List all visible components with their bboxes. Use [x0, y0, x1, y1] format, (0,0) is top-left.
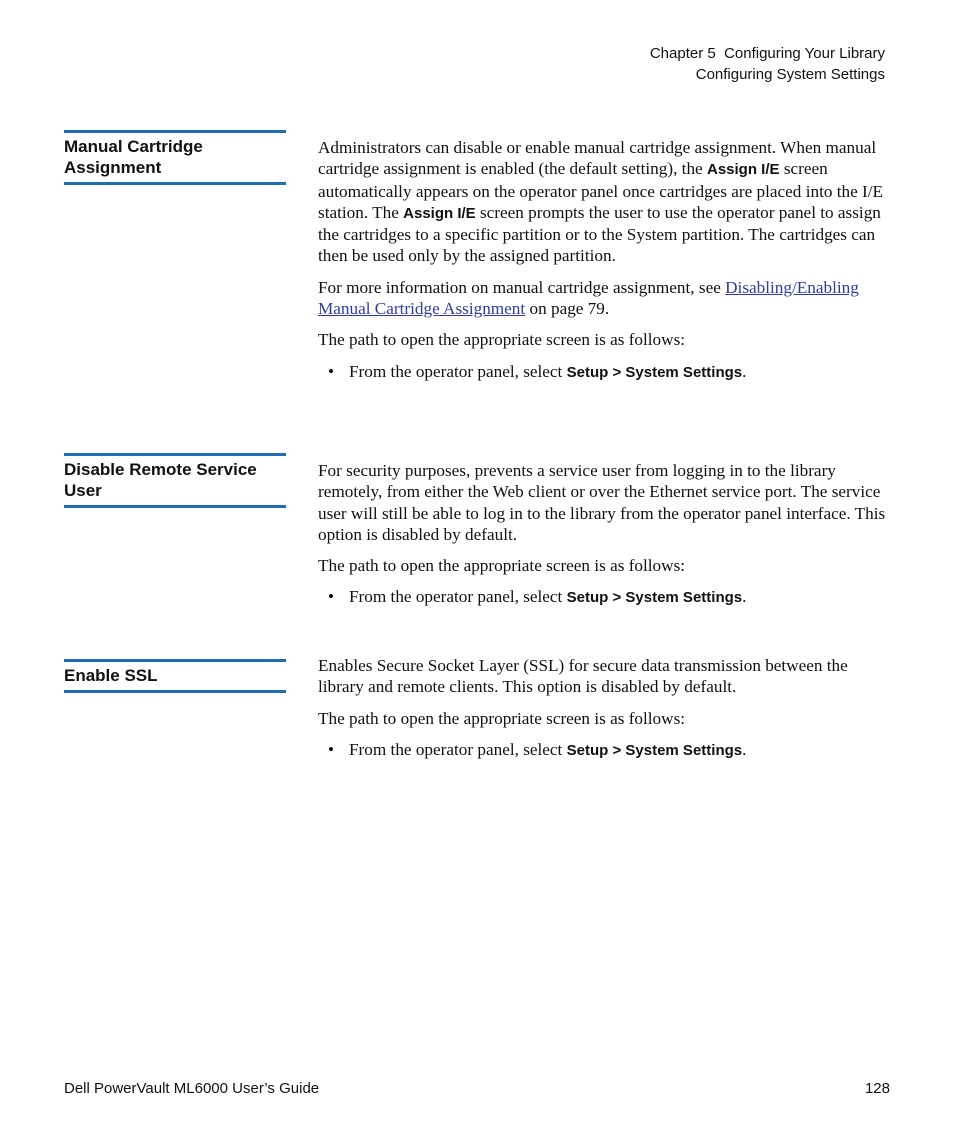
- text-run: on page 79.: [525, 299, 610, 319]
- ui-label-assign-ie: Assign I/E: [706, 161, 780, 179]
- section-heading-enable-ssl: [64, 659, 286, 693]
- section-title: Manual Cartridge Assignment: [64, 137, 203, 177]
- header-section: Configuring System Settings: [695, 66, 885, 83]
- text-run: .: [742, 739, 747, 759]
- ui-label-menu-path: Setup > System Settings: [566, 741, 743, 759]
- bullet-icon: •: [328, 361, 335, 381]
- section-heading-disable-remote-service-user: [64, 453, 286, 508]
- text-run: From the operator panel, select: [349, 739, 567, 759]
- ui-label-menu-path: Setup > System Settings: [566, 589, 743, 607]
- text-run: From the operator panel, select: [349, 361, 567, 381]
- paragraph: For security purposes, prevents a service user from logging in to the library remotely, from either the Web client or over the Ethernet service port. The service user will still be able to log in to the library from the operator panel interface. This option is disabled by default.: [318, 461, 886, 544]
- bullet-icon: •: [328, 739, 335, 759]
- section-title: Disable Remote Service User: [64, 460, 257, 500]
- header-chapter: Chapter 5 Configuring Your Library: [649, 45, 885, 62]
- path-intro: The path to open the appropriate screen is as follows:: [318, 708, 686, 728]
- list-item: [318, 739, 888, 761]
- cross-reference-link[interactable]: Disabling/Enabling Manual Cartridge Assignment: [318, 277, 859, 319]
- section-body-disable-remote-service-user: [318, 460, 888, 619]
- list-item: [318, 586, 888, 608]
- ui-label-assign-ie: Assign I/E: [403, 204, 476, 222]
- text-run: .: [742, 587, 747, 607]
- text-run: Administrators can disable or enable manual cartridge assignment. When manual cartridge assignment is enabled (the default setting), the: [318, 138, 877, 179]
- text-run: From the operator panel, select: [349, 587, 567, 607]
- text-run: screen prompts the user to use the operator panel to assign the cartridges to a specific partition or to the System partition. The cartridges can then be used only by the assigned partition.: [318, 202, 881, 266]
- section-heading-manual-cartridge-assignment: [64, 130, 286, 185]
- list-item: [318, 361, 888, 383]
- path-intro: The path to open the appropriate screen is as follows:: [318, 556, 686, 576]
- text-run: For more information on manual cartridge assignment, see: [318, 277, 726, 297]
- running-header: [650, 43, 885, 85]
- bullet-icon: •: [328, 587, 335, 607]
- ui-label-menu-path: Setup > System Settings: [566, 363, 743, 381]
- section-body-enable-ssl: [318, 655, 888, 771]
- paragraph: [318, 137, 888, 267]
- page-number: 128: [864, 1080, 890, 1097]
- footer-guide-title: Dell PowerVault ML6000 User’s Guide: [64, 1080, 320, 1097]
- path-intro: The path to open the appropriate screen is as follows:: [318, 330, 686, 350]
- text-run: .: [742, 361, 747, 381]
- paragraph: [318, 277, 888, 320]
- section-title: Enable SSL: [64, 666, 158, 685]
- text-run: screen automatically appears on the operator panel once cartridges are placed into the I/E station. The: [318, 159, 884, 222]
- paragraph: Enables Secure Socket Layer (SSL) for secure data transmission between the library and remote clients. This option is disabled by default.: [318, 656, 848, 697]
- section-body-manual-cartridge-assignment: [318, 137, 888, 393]
